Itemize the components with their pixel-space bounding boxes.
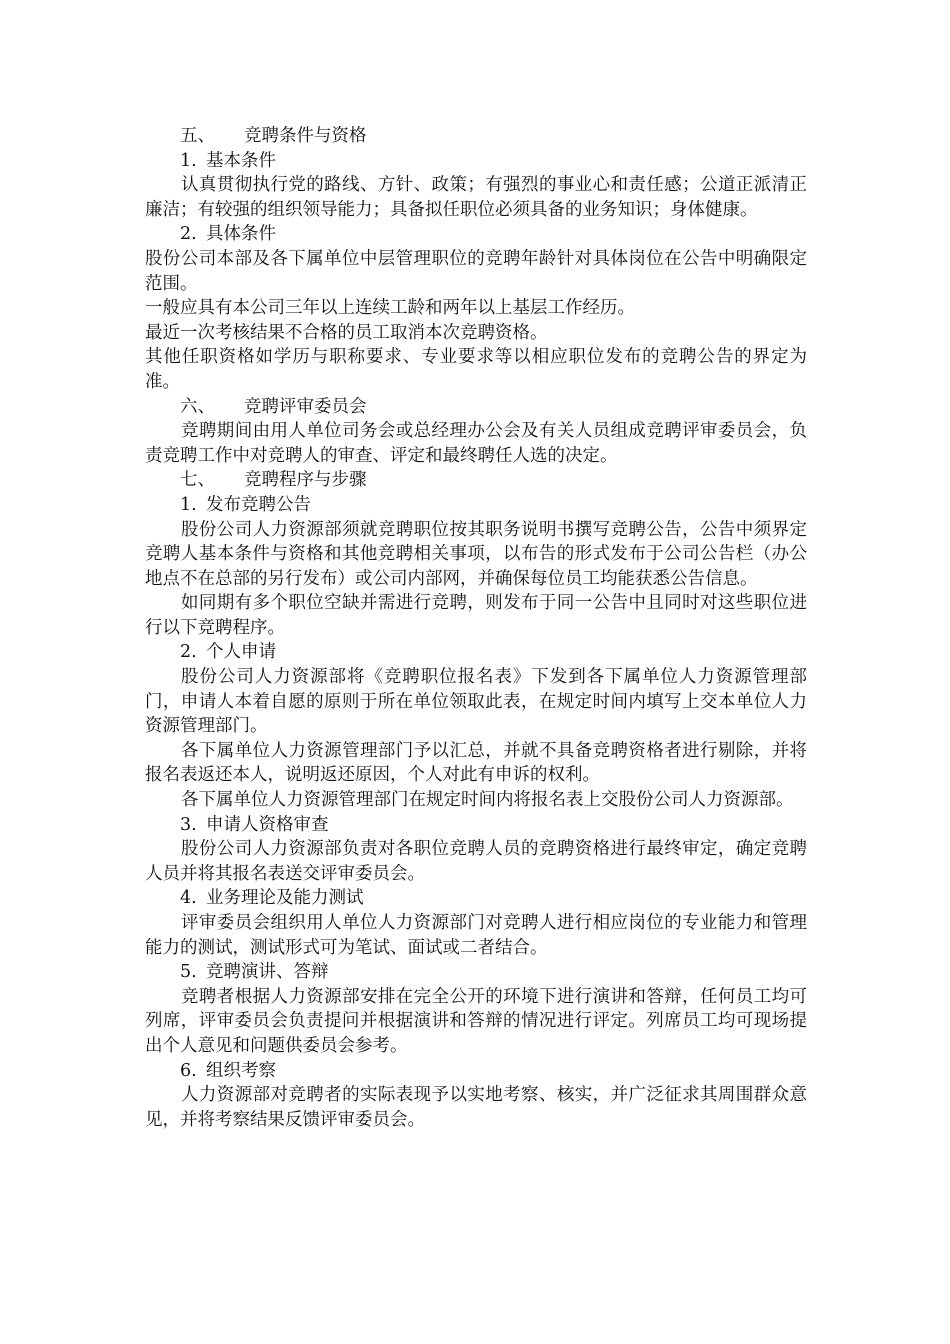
subheading: [145, 149, 807, 174]
paragraph: 人力资源部对竞聘者的实际表现予以实地考察、核实，并广泛征求其周围群众意见，并将考察结果反馈评审委员会。: [145, 1085, 807, 1130]
subheading-number: 5.: [180, 962, 197, 983]
subheading-number: 2.: [180, 224, 197, 245]
subheading-title: 组织考察: [206, 1060, 276, 1081]
section-heading-6: [145, 395, 807, 420]
subheading-title: 个人申请: [206, 642, 276, 663]
subheading-title: 申请人资格审查: [206, 814, 329, 835]
paragraph: 如同期有多个职位空缺并需进行竞聘，则发布于同一公告中且同时对这些职位进行以下竞聘程序。: [145, 593, 807, 638]
subheading-title: 业务理论及能力测试: [206, 888, 364, 909]
subheading-number: 1.: [180, 150, 197, 171]
paragraph: 一般应具有本公司三年以上连续工龄和两年以上基层工作经历。: [145, 298, 635, 319]
subheading-title: 具体条件: [206, 224, 276, 245]
subheading-number: 6.: [180, 1060, 197, 1081]
section-title: 竞聘程序与步骤: [244, 470, 367, 491]
subheading: [145, 222, 807, 247]
subheading: [145, 813, 807, 838]
section-number: 六、: [180, 396, 215, 417]
subheading-number: 4.: [180, 888, 197, 909]
section-heading-7: [145, 468, 807, 493]
paragraph: 竞聘者根据人力资源部安排在完全公开的环境下进行演讲和答辩，任何员工均可列席，评审委员会负责提问并根据演讲和答辩的情况进行评定。列席员工均可现场提出个人意见和问题供委员会参考。: [145, 986, 807, 1056]
paragraph: 认真贯彻执行党的路线、方针、政策；有强烈的事业心和责任感；公道正派清正廉洁；有较强的组织领导能力；具备拟任职位必须具备的业务知识；身体健康。: [145, 175, 807, 220]
section-number: 五、: [180, 126, 215, 146]
paragraph: 竞聘期间由用人单位司务会或总经理办公会及有关人员组成竞聘评审委员会，负责竞聘工作中对竞聘人的审查、评定和最终聘任人选的决定。: [145, 421, 807, 466]
subheading-title: 竞聘演讲、答辩: [206, 962, 329, 983]
subheading: [145, 886, 807, 911]
paragraph: 股份公司本部及各下属单位中层管理职位的竞聘年龄针对具体岗位在公告中明确限定范围。: [145, 248, 807, 294]
subheading: [145, 640, 807, 665]
subheading-number: 1.: [180, 494, 197, 515]
paragraph: 股份公司人力资源部须就竞聘职位按其职务说明书撰写竞聘公告，公告中须界定竞聘人基本条件与资格和其他竞聘相关事项，以布告的形式发布于公司公告栏（办公地点不在总部的另行发布）或公司内部网，并确保每位员工均能获悉公告信息。: [145, 519, 807, 589]
subheading: [145, 493, 807, 518]
subheading: [145, 960, 807, 985]
paragraph: 评审委员会组织用人单位人力资源部门对竞聘人进行相应岗位的专业能力和管理能力的测试，测试形式可为笔试、面试或二者结合。: [145, 913, 807, 958]
section-heading-5: [145, 124, 807, 149]
subheading-number: 2.: [180, 642, 197, 663]
paragraph: 最近一次考核结果不合格的员工取消本次竞聘资格。: [145, 322, 548, 343]
subheading: [145, 1059, 807, 1084]
section-title: 竞聘条件与资格: [244, 126, 367, 146]
section-number: 七、: [180, 470, 215, 491]
paragraph: 股份公司人力资源部负责对各职位竞聘人员的竞聘资格进行最终审定，确定竞聘人员并将其报名表送交评审委员会。: [145, 839, 807, 884]
section-title: 竞聘评审委员会: [244, 396, 367, 417]
subheading-title: 发布竞聘公告: [206, 494, 311, 515]
subheading-title: 基本条件: [206, 150, 276, 171]
paragraph: 各下属单位人力资源管理部门在规定时间内将报名表上交股份公司人力资源部。: [181, 790, 794, 811]
paragraph: 股份公司人力资源部将《竞聘职位报名表》下发到各下属单位人力资源管理部门，申请人本着自愿的原则于所在单位领取此表，在规定时间内填写上交本单位人力资源管理部门。: [145, 667, 807, 737]
document-page: [145, 124, 807, 1132]
paragraph: 其他任职资格如学历与职称要求、专业要求等以相应职位发布的竞聘公告的界定为准。: [145, 347, 807, 392]
subheading-number: 3.: [180, 814, 197, 835]
paragraph: 各下属单位人力资源管理部门予以汇总，并就不具备竞聘资格者进行剔除，并将报名表返还本人，说明返还原因，个人对此有申诉的权利。: [145, 740, 807, 786]
